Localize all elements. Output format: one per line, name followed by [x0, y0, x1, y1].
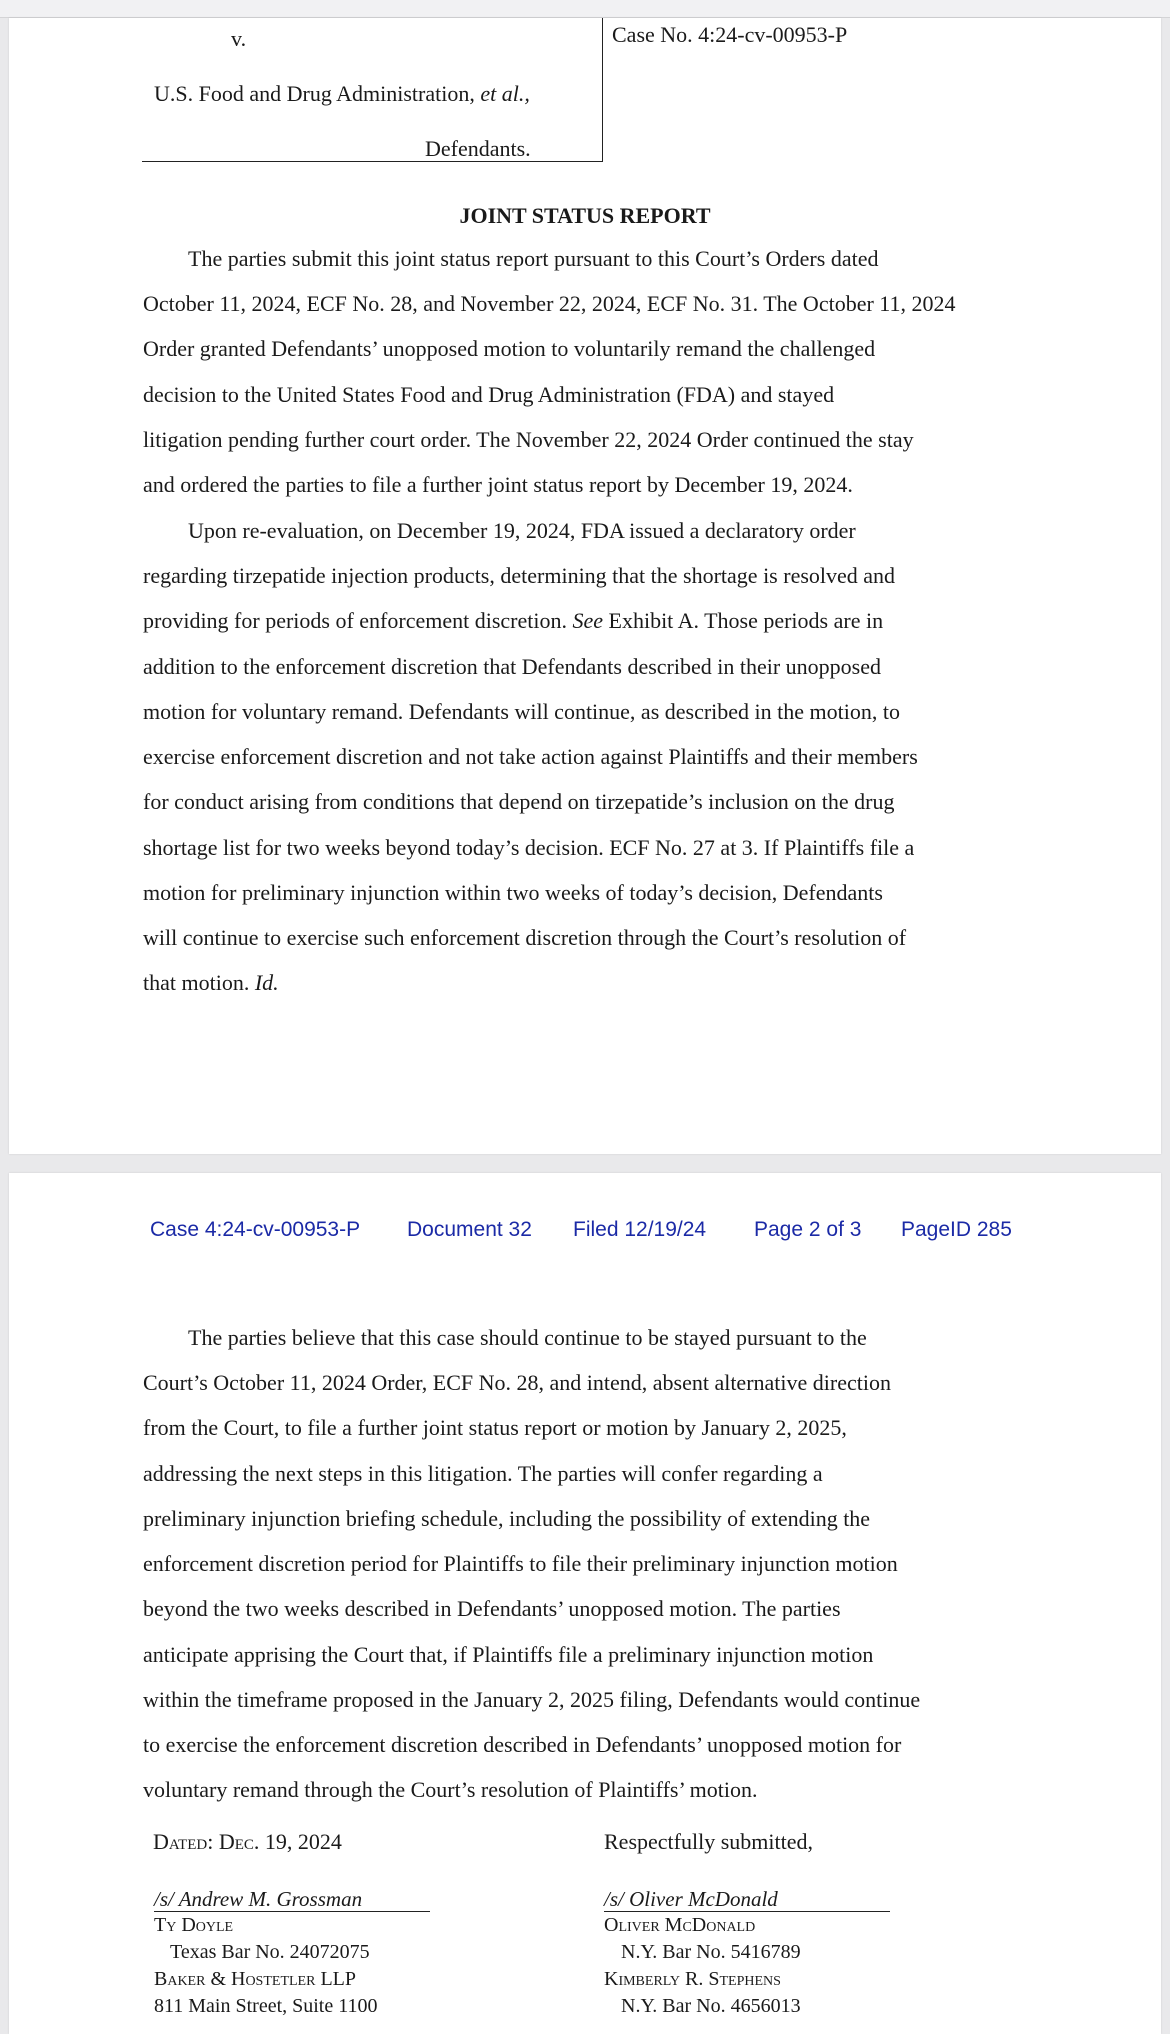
- paragraph-line: regarding tirzepatide injection products, determining that the shortage is resolved and: [143, 563, 896, 588]
- paragraph-line: and ordered the parties to file a further joint status report by December 19, 2024.: [143, 472, 853, 497]
- signature-mcdonald: /s/ Oliver McDonald: [604, 1887, 778, 1911]
- paragraph-line: enforcement discretion period for Plaintiffs to file their preliminary injunction motion: [143, 1551, 898, 1576]
- paragraph-line: anticipate apprising the Court that, if Plaintiffs file a preliminary injunction motion: [143, 1642, 874, 1667]
- paragraph-line: shortage list for two weeks beyond today’s decision. ECF No. 27 at 3. If Plaintiffs file a: [143, 835, 915, 860]
- document-title: JOINT STATUS REPORT: [459, 203, 711, 228]
- paragraph-line: motion for voluntary remand. Defendants will continue, as described in the motion, to: [143, 699, 900, 724]
- paragraph-line: Court’s October 11, 2024 Order, ECF No. 28, and intend, absent alternative direction: [143, 1370, 891, 1395]
- paragraph-line: voluntary remand through the Court’s resolution of Plaintiffs’ motion.: [143, 1777, 758, 1802]
- attorney-name-doyle: Ty Doyle: [154, 1914, 234, 1936]
- paragraph-line: motion for preliminary injunction within two weeks of today’s decision, Defendants: [143, 880, 883, 905]
- bar-number-stephens: N.Y. Bar No. 4656013: [621, 1995, 801, 2017]
- caption-versus: v.: [231, 26, 247, 51]
- attorney-name-stephens: Kimberly R. Stephens: [604, 1968, 781, 1990]
- paragraph-line: decision to the United States Food and Drug Administration (FDA) and stayed: [143, 382, 835, 407]
- ecf-header-pageid: PageID 285: [901, 1218, 1012, 1241]
- dated-line: Dated: Dec. 19, 2024: [153, 1829, 342, 1854]
- ecf-header-filed: Filed 12/19/24: [573, 1218, 707, 1241]
- paragraph-line: addressing the next steps in this litigation. The parties will confer regarding a: [143, 1461, 823, 1486]
- document-page-1: [9, 18, 1161, 1154]
- paragraph-line: The parties believe that this case should continue to be stayed pursuant to the: [188, 1325, 867, 1350]
- paragraph-line: The parties submit this joint status report pursuant to this Court’s Orders dated: [188, 246, 879, 271]
- caption-defendants-label: Defendants.: [425, 136, 531, 161]
- paragraph-line: Upon re-evaluation, on December 19, 2024, FDA issued a declaratory order: [188, 518, 856, 543]
- ecf-header-document: Document 32: [407, 1218, 532, 1241]
- paragraph-line: addition to the enforcement discretion that Defendants described in their unopposed: [143, 654, 881, 679]
- signature-line-right: [604, 1911, 890, 1912]
- paragraph-line: providing for periods of enforcement discretion. See Exhibit A. Those periods are in: [143, 608, 884, 633]
- bar-number-doyle: Texas Bar No. 24072075: [170, 1941, 370, 1963]
- paragraph-line: from the Court, to file a further joint status report or motion by January 2, 2025,: [143, 1415, 847, 1440]
- firm-name: Baker & Hostetler LLP: [154, 1968, 356, 1990]
- respectfully-submitted: Respectfully submitted,: [604, 1829, 813, 1854]
- paragraph-line: beyond the two weeks described in Defendants’ unopposed motion. The parties: [143, 1596, 841, 1621]
- firm-address: 811 Main Street, Suite 1100: [154, 1995, 378, 2017]
- paragraph-line: for conduct arising from conditions that depend on tirzepatide’s inclusion on the drug: [143, 789, 895, 814]
- paragraph-line: October 11, 2024, ECF No. 28, and November 22, 2024, ECF No. 31. The October 11, 2024: [143, 291, 956, 316]
- ecf-header-case: Case 4:24-cv-00953-P: [150, 1218, 361, 1241]
- paragraph-line: to exercise the enforcement discretion described in Defendants’ unopposed motion for: [143, 1732, 902, 1757]
- document-page-2: [9, 1173, 1161, 2034]
- viewer-top-bar: [0, 0, 1170, 18]
- paragraph-line: litigation pending further court order. The November 22, 2024 Order continued the stay: [143, 427, 914, 452]
- paragraph-line: that motion. Id.: [143, 970, 279, 995]
- paragraph-line: exercise enforcement discretion and not take action against Plaintiffs and their members: [143, 744, 918, 769]
- paragraph-line: Order granted Defendants’ unopposed motion to voluntarily remand the challenged: [143, 336, 876, 361]
- ecf-header-page: Page 2 of 3: [754, 1218, 862, 1241]
- case-number: Case No. 4:24-cv-00953-P: [612, 22, 848, 47]
- bar-number-mcdonald: N.Y. Bar No. 5416789: [621, 1941, 801, 1963]
- attorney-name-mcdonald: Oliver McDonald: [604, 1914, 756, 1936]
- signature-line-left: [154, 1911, 430, 1912]
- paragraph-line: preliminary injunction briefing schedule, including the possibility of extending the: [143, 1506, 871, 1531]
- paragraph-line: within the timeframe proposed in the January 2, 2025 filing, Defendants would continue: [143, 1687, 921, 1712]
- paragraph-line: will continue to exercise such enforcement discretion through the Court’s resolution of: [143, 925, 907, 950]
- caption-defendant-name: U.S. Food and Drug Administration, et al.,: [154, 81, 530, 106]
- signature-grossman: /s/ Andrew M. Grossman: [154, 1887, 363, 1911]
